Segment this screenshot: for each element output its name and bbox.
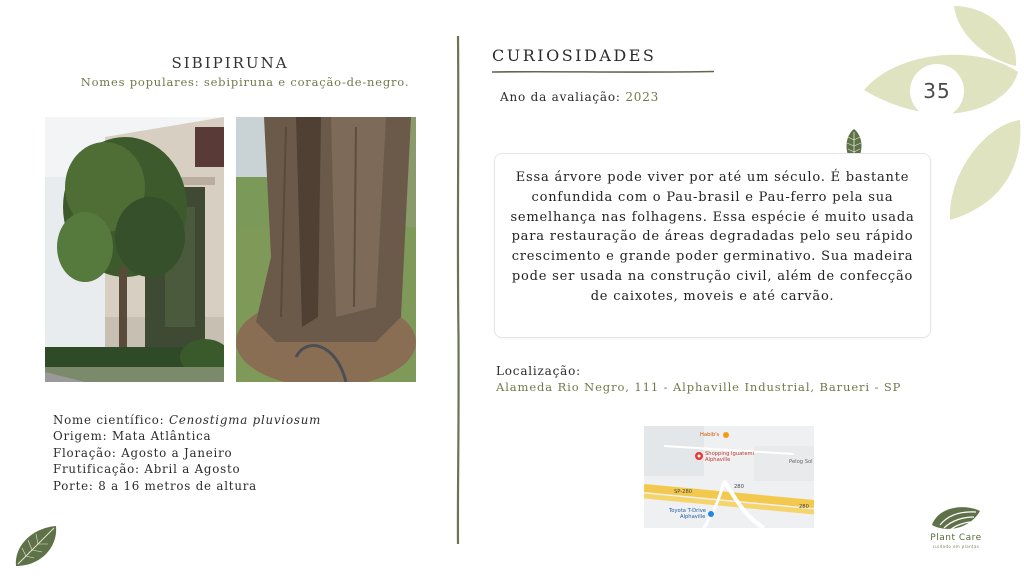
- map-road-label-a: SP-280: [674, 489, 693, 495]
- evaluation-year: Ano da avaliação: 2023: [500, 90, 660, 104]
- map-road-label-b: 280: [734, 484, 744, 490]
- year-value: 2023: [625, 90, 660, 104]
- tree-photo-building: [45, 117, 224, 382]
- map-label-shopping-sub: Alphaville: [705, 457, 731, 463]
- curiosity-card: [494, 153, 931, 338]
- map-label-habibs: Habib's: [700, 432, 720, 438]
- section-title: CURIOSIDADES: [492, 46, 657, 65]
- fact-origin: Origem: Mata Atlântica: [53, 429, 212, 444]
- location-label: Localização:: [496, 364, 581, 378]
- fact-fruiting: Frutificação: Abril a Agosto: [53, 462, 241, 477]
- species-name: SIBIPIRUNA: [171, 54, 289, 72]
- map-label-shopping: Shopping Iguatemi: [705, 451, 755, 457]
- curiosity-text: Essa árvore pode viver por até um século. É bastante confundida com o Pau-brasil e Pau-ferro pela sua semelhança nas folhagens. Essa espécie é muito usada para restauração de áreas degradadas pelo seu rápido crescimento e grande poder germinativo. Sua madeira pode ser usada na construção civil, além de confecção de caixotes, moveis e até carvão.: [510, 170, 915, 304]
- location-map[interactable]: [644, 426, 814, 528]
- location-address: Alameda Rio Negro, 111 - Alphaville Industrial, Barueri - SP: [496, 380, 902, 394]
- map-label-pelog: Pelog Sol: [789, 459, 813, 465]
- map-label-toyota-sub: Alphaville: [680, 514, 706, 520]
- leaf-shape-bottom: [950, 120, 1020, 220]
- map-road-label-c: 280: [799, 504, 809, 510]
- tree-photo-trunk: [236, 117, 416, 382]
- logo-name: Plant Care: [930, 533, 982, 543]
- popular-names: Nomes populares: sebipiruna e coração-de-negro.: [80, 75, 410, 89]
- map-label-toyota: Toyota T-Drive: [669, 508, 706, 514]
- fact-size: Porte: 8 a 16 metros de altura: [53, 478, 258, 493]
- species-facts: [53, 412, 321, 494]
- page-number: 35: [910, 64, 964, 118]
- column-divider: [456, 36, 460, 544]
- title-underline: [492, 70, 714, 74]
- logo-tagline: cuidado em plantas: [932, 544, 980, 549]
- decorative-leaf-bottomleft: [12, 522, 60, 570]
- fact-scientific-name: Nome científico: Cenostigma pluviosum: [53, 413, 322, 427]
- fact-flowering: Floração: Agosto a Janeiro: [53, 445, 233, 460]
- plant-care-logo-icon: [930, 503, 982, 533]
